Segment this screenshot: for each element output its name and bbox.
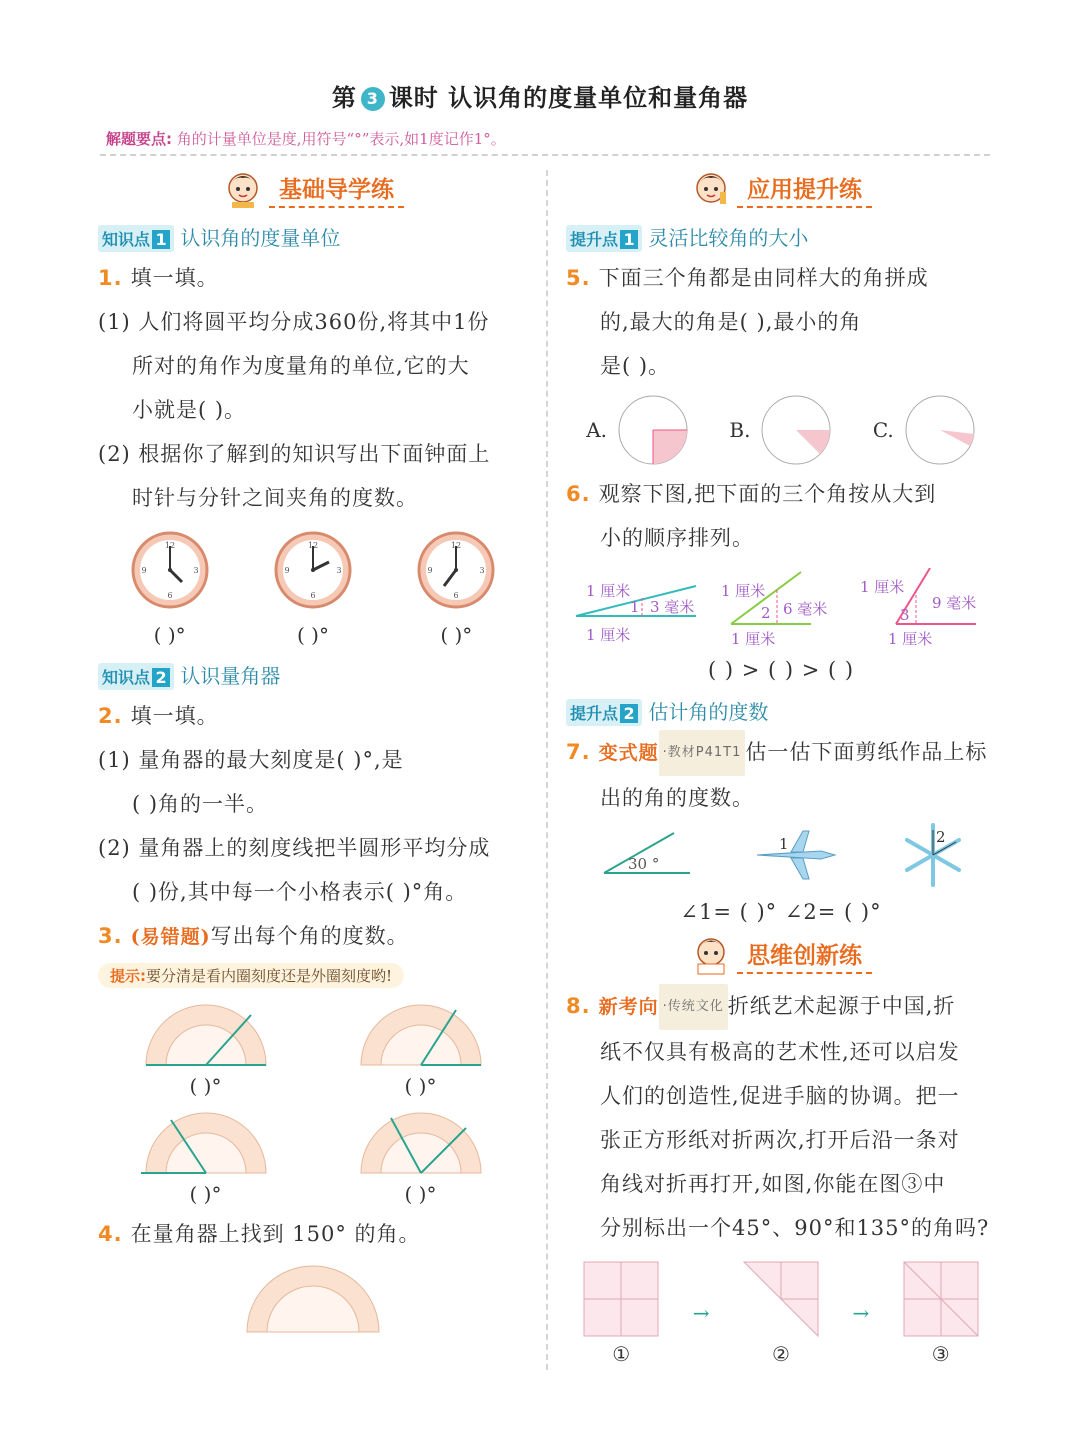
title-prefix: 第	[331, 84, 357, 112]
fold-fig-1	[582, 1260, 660, 1366]
protractor-icon	[356, 1000, 486, 1070]
q5-line2: 的,最大的角是( ),最小的角	[600, 310, 862, 334]
protractor-icon	[141, 1108, 271, 1178]
tp-tag-num: 1	[620, 230, 638, 249]
q5-options	[566, 388, 996, 472]
q2-line4: ( )份,其中每一个小格表示( )°角。	[132, 880, 468, 904]
label-1cm: 1 厘米	[731, 630, 776, 648]
kp-tag-num: 2	[152, 668, 170, 687]
clock-icon	[273, 530, 353, 610]
arrow-right-icon: →	[692, 1301, 710, 1325]
angle-figure-3	[856, 568, 996, 648]
label-1cm: 1 厘米	[888, 630, 933, 648]
tp-tag-num: 2	[620, 704, 638, 723]
clock-answer-2[interactable]: ( )°	[297, 623, 329, 647]
fig-label: ①	[612, 1342, 631, 1366]
q1-p1-line3: 小就是( )。	[132, 398, 247, 422]
clock-row	[98, 522, 528, 618]
q3-title-text: 写出每个角的度数。	[210, 924, 409, 948]
lesson-number-badge: 3	[361, 87, 385, 111]
section-title-apply: 应用提升练	[737, 171, 872, 208]
airplane-papercut-icon	[751, 825, 841, 885]
tp-tag-text: 提升点	[570, 704, 619, 723]
q8-line5: 角线对折再打开,如图,你能在图③中	[600, 1172, 946, 1196]
angle-label-3: 3	[900, 606, 910, 624]
q8-line3: 人们的创造性,促进手脑的协调。把一	[600, 1084, 960, 1108]
q3-hint	[98, 963, 404, 988]
hint-label: 提示:	[110, 967, 146, 985]
q7-line1	[566, 730, 996, 776]
q2-title	[98, 694, 528, 738]
angle-number-1: 1	[778, 835, 789, 853]
label-1cm: 1 厘米	[586, 582, 631, 600]
svg-text:12: 12	[307, 541, 319, 550]
protractor-icon	[356, 1108, 486, 1178]
protractor-item	[141, 1108, 271, 1206]
q8-line2: 纸不仅具有极高的艺术性,还可以启发	[600, 1040, 960, 1064]
q5-line3: 是( )。	[600, 354, 671, 378]
q3-title	[98, 914, 528, 959]
q8-culture-tag: ·传统文化	[659, 984, 728, 1030]
q8-line4: 张正方形纸对折两次,打开后沿一条对	[600, 1128, 960, 1152]
angle-circle-icon	[904, 394, 976, 466]
q3-tag: (易错题)	[130, 926, 211, 948]
svg-text:9: 9	[427, 566, 433, 575]
tp-title: 估计角的度数	[648, 700, 769, 724]
kp-tag-num: 1	[152, 230, 170, 249]
label-3mm: 3 毫米	[650, 598, 695, 616]
q1-p1-line1: (1) 人们将圆平均分成360份,将其中1份	[98, 310, 490, 334]
q5-option-a[interactable]	[586, 394, 689, 466]
q2-title-text: 填一填。	[130, 704, 219, 728]
kp-tag	[98, 663, 174, 690]
protractor-icon[interactable]	[243, 1262, 383, 1334]
svg-text:9: 9	[284, 566, 290, 575]
q2-line3: (2) 量角器上的刻度线把半圆形平均分成	[98, 836, 491, 860]
column-divider	[546, 170, 548, 1370]
q7-figures	[566, 820, 996, 890]
key-point-text: 角的计量单位是度,用符号“°”表示,如1度记作1°。	[176, 130, 506, 148]
folded-paper-icon	[742, 1260, 820, 1338]
q1-p1-line2: 所对的角作为度量角的单位,它的大	[132, 354, 470, 378]
q1-p2-line2: 时针与分针之间夹角的度数。	[132, 486, 418, 510]
clock-answer-1[interactable]: ( )°	[153, 623, 186, 647]
protractor-item	[356, 1108, 486, 1206]
svg-text:9: 9	[141, 566, 147, 575]
q4-title-text: 在量角器上找到 150° 的角。	[130, 1222, 421, 1246]
kp-tag-text: 知识点	[102, 230, 151, 249]
snowflake-papercut-icon	[898, 820, 968, 890]
q6-line1	[566, 472, 996, 516]
protractor-item	[141, 1000, 271, 1098]
q4-title	[98, 1212, 528, 1256]
q8-line1-text: 折纸艺术起源于中国,折	[727, 994, 956, 1018]
fig-label: ②	[772, 1342, 790, 1366]
angle-circle-icon	[617, 394, 689, 466]
svg-text:3: 3	[193, 566, 199, 575]
q3-number: 3.	[98, 924, 123, 948]
q2-number: 2.	[98, 704, 123, 728]
q4-number: 4.	[98, 1222, 123, 1246]
q4-protractor	[98, 1262, 528, 1338]
clock-answers	[98, 618, 528, 652]
q7-number: 7.	[566, 740, 591, 764]
q7-book-tag: ·教材P41T1	[659, 730, 746, 776]
knowledge-point-1	[98, 222, 528, 256]
knowledge-point-2	[98, 660, 528, 694]
protractor-row-2	[98, 1108, 528, 1206]
clock-icon	[416, 530, 496, 610]
q6-line1-text: 观察下图,把下面的三个角按从大到	[598, 482, 937, 506]
label-6mm: 6 毫米	[783, 600, 828, 618]
svg-text:3: 3	[479, 566, 485, 575]
q5-number: 5.	[566, 266, 591, 290]
q3-answer-1[interactable]: ( )°	[189, 1074, 222, 1098]
clock-answer-3[interactable]: ( )°	[440, 623, 473, 647]
label-1cm: 1 厘米	[860, 578, 905, 596]
improve-point-2	[566, 696, 996, 730]
protractor-item	[356, 1000, 486, 1098]
section-innovate	[566, 934, 996, 984]
angle-circle-icon	[760, 394, 832, 466]
q6-line2: 小的顺序排列。	[600, 526, 754, 550]
option-label: C.	[872, 418, 894, 442]
q2-line2: ( )角的一半。	[132, 792, 269, 816]
svg-text:12: 12	[164, 541, 175, 550]
angle-label-2: 2	[761, 604, 771, 622]
fold-fig-3[interactable]	[902, 1260, 980, 1366]
svg-text:6: 6	[310, 591, 316, 600]
q3-answer-3[interactable]: ( )°	[189, 1182, 222, 1206]
section-title-basic: 基础导学练	[269, 171, 404, 208]
angle-30-label: 30 °	[628, 855, 660, 873]
tp-tag	[566, 699, 642, 726]
q6-figures	[566, 568, 996, 648]
hint-text: 要分清是看内圈刻度还是外圈刻度哟!	[146, 967, 393, 985]
option-label: B.	[729, 418, 751, 442]
q3-answer-2[interactable]: ( )°	[404, 1074, 437, 1098]
q5-option-b[interactable]	[729, 394, 832, 466]
q8-variant-tag: 新考向	[598, 996, 659, 1018]
q1-title	[98, 256, 528, 300]
label-1cm: 1 厘米	[721, 582, 766, 600]
page-title	[0, 78, 1080, 113]
tp-tag	[566, 225, 642, 252]
unfolded-paper-icon	[902, 1260, 980, 1338]
angle-number-2: 2	[935, 828, 946, 846]
angle-label-1: 1	[630, 598, 640, 616]
fig-label: ③	[931, 1342, 950, 1366]
label-9mm: 9 毫米	[932, 594, 977, 612]
q1-number: 1.	[98, 266, 123, 290]
q5-option-c[interactable]	[873, 394, 976, 466]
q5-line1-text: 下面三个角都是由同样大的角拼成	[598, 266, 929, 290]
section-apply	[566, 168, 996, 218]
svg-text:6: 6	[453, 591, 459, 600]
q8-number: 8.	[566, 994, 591, 1018]
clock-icon	[130, 530, 210, 610]
q1-title-text: 填一填。	[130, 266, 219, 290]
fold-fig-2	[742, 1260, 820, 1366]
key-point-label: 解题要点:	[106, 130, 172, 148]
q8-fold-figures	[566, 1260, 996, 1366]
option-label: A.	[586, 418, 607, 442]
mascot-icon	[222, 168, 264, 210]
q8-line1	[566, 984, 996, 1030]
q6-order[interactable]: ( ) > ( ) > ( )	[707, 658, 855, 682]
q3-answer-4[interactable]: ( )°	[404, 1182, 437, 1206]
improve-point-1	[566, 222, 996, 256]
arrow-right-icon: →	[852, 1301, 870, 1325]
section-title-innovate: 思维创新练	[737, 937, 872, 974]
kp-title: 认识量角器	[180, 664, 281, 688]
angle-figure-2	[711, 568, 851, 648]
svg-text:3: 3	[336, 566, 342, 575]
title-text: 课时 认识角的度量单位和量角器	[388, 84, 749, 112]
protractor-icon	[141, 1000, 271, 1070]
left-column	[98, 168, 528, 1338]
tp-title: 灵活比较角的大小	[648, 226, 809, 250]
mascot-icon	[690, 168, 732, 210]
q7-line2: 出的角的度数。	[600, 786, 754, 810]
angle-figure-1	[566, 568, 706, 648]
q7-variant-tag: 变式题	[598, 742, 659, 764]
tp-tag-text: 提升点	[570, 230, 619, 249]
kp-tag-text: 知识点	[102, 668, 151, 687]
kp-tag	[98, 225, 174, 252]
svg-text:6: 6	[167, 591, 173, 600]
svg-text:12: 12	[451, 541, 462, 550]
kp-title: 认识角的度量单位	[180, 226, 341, 250]
q5-line1	[566, 256, 996, 300]
q1-p2-line1: (2) 根据你了解到的知识写出下面钟面上	[98, 442, 491, 466]
section-basic	[98, 168, 528, 218]
protractor-row-1	[98, 1000, 528, 1098]
angle-30-figure	[594, 825, 694, 885]
mascot-reading-icon	[690, 934, 732, 976]
q2-line1: (1) 量角器的最大刻度是( )°,是	[98, 748, 404, 772]
q8-line6: 分别标出一个45°、90°和135°的角吗?	[600, 1216, 990, 1240]
q7-answers[interactable]: ∠1= ( )° ∠2= ( )°	[680, 900, 882, 924]
key-point-bar	[100, 122, 990, 156]
q7-line1-text: 估一估下面剪纸作品上标	[745, 740, 988, 764]
label-1cm: 1 厘米	[586, 626, 631, 644]
q6-number: 6.	[566, 482, 591, 506]
right-column	[566, 168, 996, 1366]
square-paper-icon	[582, 1260, 660, 1338]
